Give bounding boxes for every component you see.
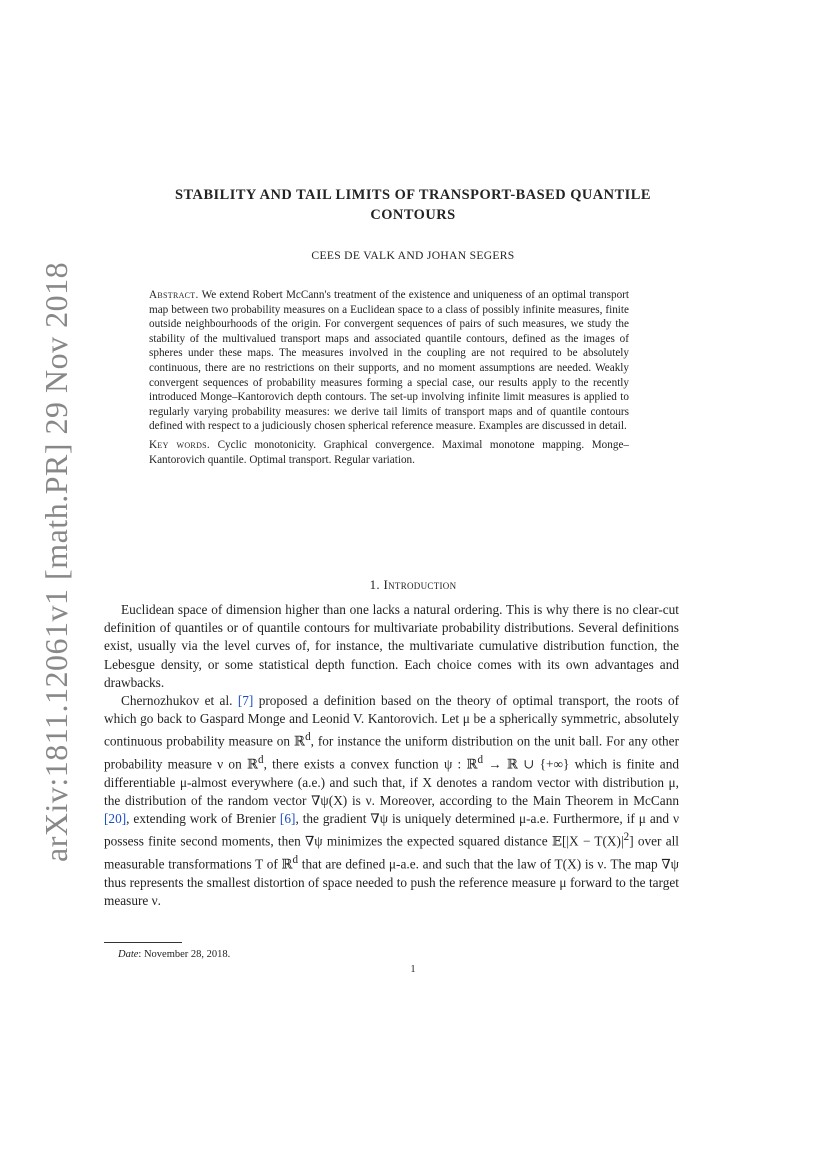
citation-link-20[interactable]: [20] bbox=[104, 811, 127, 827]
superscript-d: d bbox=[477, 754, 484, 767]
title-line-1: STABILITY AND TAIL LIMITS OF TRANSPORT-BASED QUANTILE bbox=[175, 187, 651, 203]
keywords-text: Cyclic monotonicity. Graphical convergence. Maximal monotone mapping. Monge–Kantorovich quantile. Optimal transport. Regular variation. bbox=[149, 438, 630, 466]
footnote-text: : November 28, 2018. bbox=[138, 949, 231, 960]
superscript-d: d bbox=[292, 853, 299, 866]
abstract-text: We extend Robert McCann's treatment of the existence and uniqueness of an optimal transport map between two probability measures on a Euclidean space to a class of possibly infinite measures, finite outside neighbourhoods of the origin. For convergent sequences of pairs of such measures, we study the stability of the multivalued transport maps and associated quantile contours, defined as the images of spheres under these maps. The measures involved in the coupling are not required to be absolutely continuous, there are no restrictions on their supports, and no moment assumptions are needed. Weakly convergent sequences of probability measures forming a special case, our results apply to the recently introduced Monge–Kantorovich depth contours. The set-up involving infinite limit measures is applied to regularly varying probability measures: we derive tail limits of transport maps and of quantile contours defined with respect to a judiciously chosen spherical reference measure. Examples are discussed in detail. bbox=[149, 289, 629, 433]
p2-text-1: Chernozhukov et al. bbox=[121, 693, 233, 709]
citation-link-6[interactable]: [6] bbox=[279, 811, 296, 827]
p2-text-4: , there exists a convex function ψ : ℝ bbox=[263, 756, 478, 772]
superscript-d: d bbox=[305, 731, 311, 744]
paragraph-1: Euclidean space of dimension higher than one lacks a natural ordering. This is why there is no clear-cut definition of quantiles or of quantile contours for multivariate probability distributions. Several definitions exist, usually via the level curves of, for instance, the multivariate cumulative distribution function, the Lebesgue density, or some statistical depth function. Each choice comes with its own advantages and drawbacks. bbox=[104, 602, 679, 690]
p2-text-2: proposed a definition based on the theory of optimal transport, the roots of which go back to Gaspard Monge and Leonid V. Kantorovich. Let μ be a spherically symmetric, absolutely continuous probability measure on ℝ bbox=[104, 693, 680, 749]
author-list: CEES DE VALK AND JOHAN SEGERS bbox=[311, 249, 515, 262]
paper-title bbox=[90, 185, 736, 225]
p2-text-3: , for instance the uniform distribution on the unit ball. For any other probability measure ν on ℝ bbox=[104, 733, 679, 772]
section-heading: 1. Introduction bbox=[369, 577, 457, 592]
superscript-2: 2 bbox=[623, 831, 630, 844]
p2-text-7: , the gradient ∇ψ is uniquely determined μ-a.e. Furthermore, if μ and ν possess finite second moments, then ∇ψ minimizes the expected squared distance 𝔼[|X − T(X)| bbox=[104, 811, 679, 849]
body-text bbox=[104, 601, 679, 910]
footnote-divider bbox=[104, 942, 182, 943]
arxiv-identifier-stamp: arXiv:1811.12061v1 [math.PR] 29 Nov 2018 bbox=[38, 261, 74, 862]
title-line-2: CONTOURS bbox=[370, 207, 456, 223]
abstract-paragraph bbox=[149, 288, 629, 434]
citation-link-7[interactable]: [7] bbox=[237, 693, 254, 709]
p2-text-6: , extending work of Brenier bbox=[126, 811, 276, 827]
p2-text-8: ] over all measurable transformations T of ℝ bbox=[104, 833, 679, 872]
abstract-block bbox=[149, 288, 629, 467]
abstract-label: Abstract. bbox=[149, 289, 199, 301]
paragraph-2 bbox=[104, 692, 679, 910]
p2-text-9: that are defined μ-a.e. and such that the law of T(X) is ν. The map ∇ψ thus represents the smallest distortion of space needed to push the reference measure μ forward to the target measure ν. bbox=[104, 856, 679, 908]
date-footnote bbox=[118, 949, 230, 960]
footnote-label: Date bbox=[118, 949, 139, 960]
superscript-d: d bbox=[258, 754, 264, 767]
keywords-label: Key words. bbox=[149, 438, 210, 451]
page-number: 1 bbox=[410, 964, 416, 975]
p2-text-5: → ℝ ∪ {+∞} which is finite and differentiable μ-almost everywhere (a.e.) and such that, if X denotes a random vector with distribution μ, the distribution of the random vector ∇ψ(X) is ν. Moreover, according to the Main Theorem in McCann bbox=[104, 756, 679, 808]
keywords-paragraph bbox=[149, 438, 629, 467]
